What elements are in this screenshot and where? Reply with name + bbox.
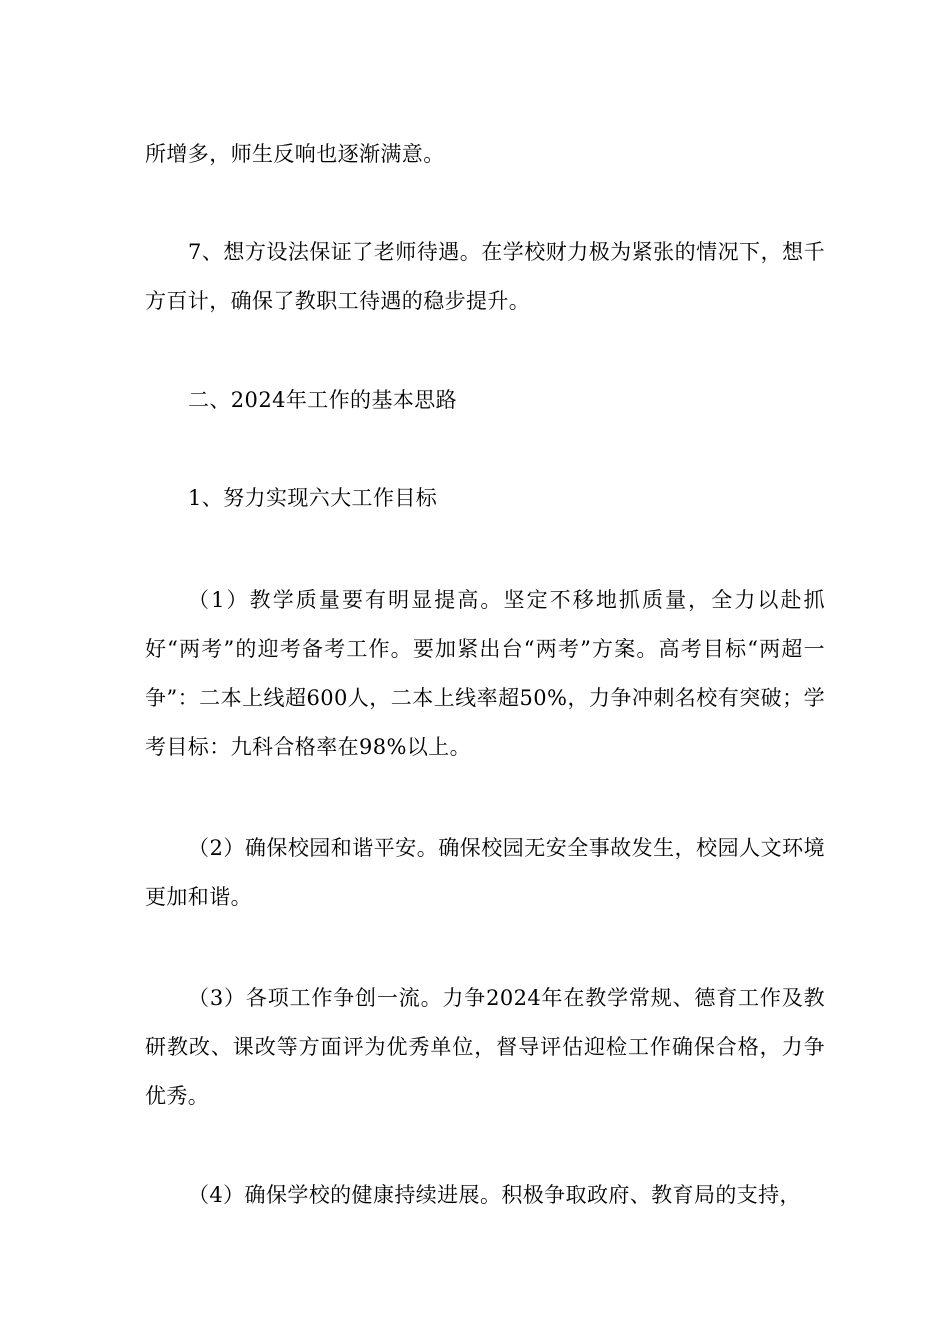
section-heading-2: 二、2024年工作的基本思路 bbox=[188, 388, 458, 412]
paragraph-goal-1: （1）教学质量要有明显提高。坚定不移地抓质量，全力以赴抓好“两考”的迎考备考工作。要加紧出台“两考”方案。高考目标“两超一争”：二本上线超600人，二本上线率超50%，力争冲刺名校有突破；学考目标：九科合格率在98%以上。 bbox=[145, 588, 825, 759]
paragraph-goal-2: （2）确保校园和谐平安。确保校园无安全事故发生，校园人文环境更加和谐。 bbox=[145, 836, 825, 909]
paragraph-goal-4: （4）确保学校的健康持续进展。积极争取政府、教育局的支持， bbox=[188, 1183, 801, 1207]
subsection-heading-1: 1、努力实现六大工作目标 bbox=[188, 486, 438, 510]
paragraph-item-7: 7、想方设法保证了老师待遇。在学校财力极为紧张的情况下，想千方百计，确保了教职工待遇的稳步提升。 bbox=[145, 240, 825, 313]
paragraph-continuation: 所增多，师生反响也逐渐满意。 bbox=[145, 142, 445, 166]
paragraph-goal-3: （3）各项工作争创一流。力争2024年在教学常规、德育工作及教研教改、课改等方面评为优秀单位，督导评估迎检工作确保合格，力争优秀。 bbox=[145, 986, 825, 1108]
